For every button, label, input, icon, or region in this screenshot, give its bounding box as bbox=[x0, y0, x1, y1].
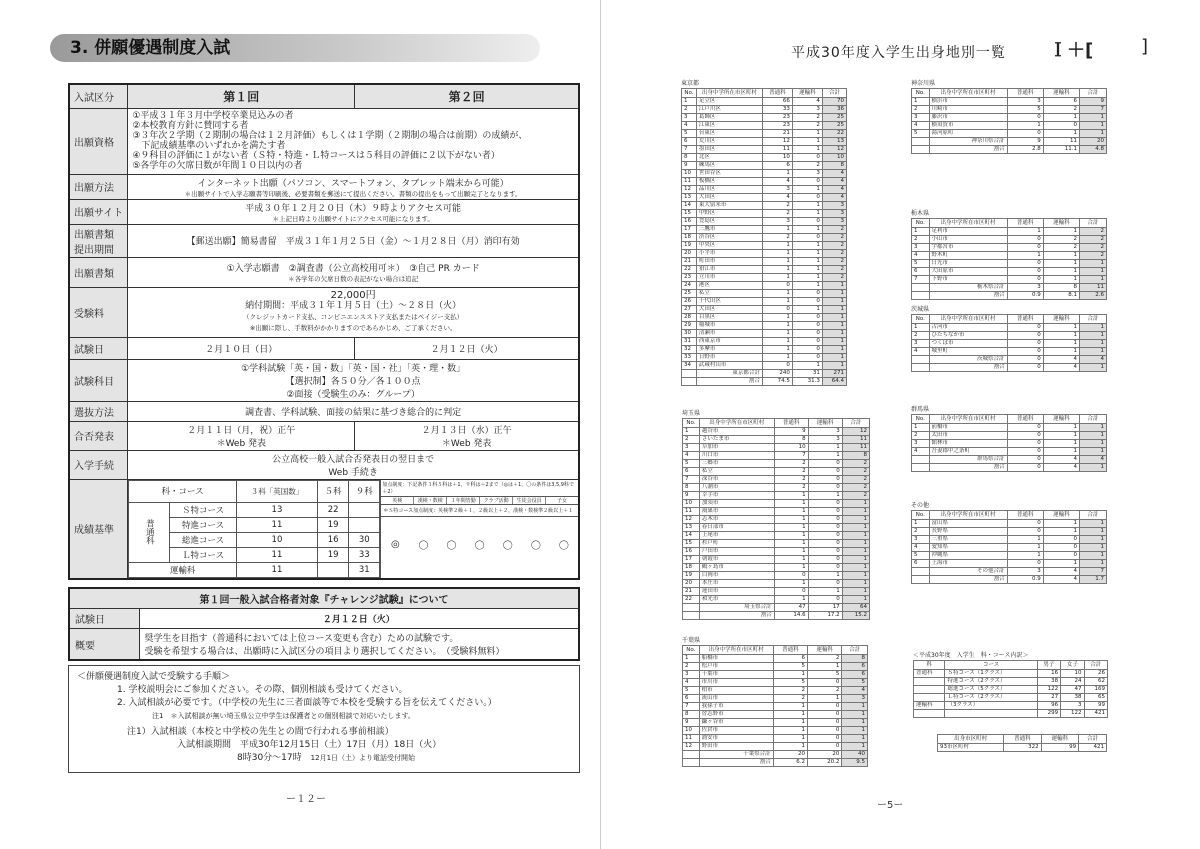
pref-name: 神奈川県 bbox=[911, 80, 936, 87]
site-text: 平成３０年１２月２０日（木）９時よりアクセス可能 ＊上記日時より出願サイトにアクセス可能になります。 bbox=[128, 199, 579, 224]
col-header: 普通科 bbox=[1007, 415, 1043, 424]
table-total: 東京都合計 240 31 271 bbox=[682, 370, 847, 378]
table-row: 6 私立 2 0 2 bbox=[683, 468, 870, 476]
result-r2: ２月１３日（水）正午 ＊Web 発表 bbox=[355, 421, 579, 450]
col-header: 合計 bbox=[822, 89, 846, 98]
table-row: 19 白岡市 0 1 1 bbox=[683, 572, 870, 580]
table-row: 5 湯河原町 0 1 1 bbox=[912, 130, 1107, 138]
col-header: No. bbox=[683, 419, 700, 428]
col-header: 普通科 bbox=[762, 89, 792, 98]
table-row: 2 ひたちなか市 0 1 1 bbox=[912, 332, 1107, 340]
right-page-number: ー5ー bbox=[877, 800, 904, 811]
table-row: 7 下野市 0 1 1 bbox=[912, 276, 1107, 284]
col-header: 合計 bbox=[1080, 89, 1107, 98]
documents-text: ①入学志願書 ②調査書（公立高校用可＊） ③自己 PR カード ＊各学年の欠席日数の表記がない場合は追記 bbox=[128, 257, 579, 287]
pref-name: 千葉県 bbox=[682, 637, 701, 644]
challenge-summary: 奨学生を目指す（普通科においては上位コース変更も含む）ための試験です。 受験を希望する場合は、出願時に入試区分の項目より選択してください。 （受験料無料） bbox=[139, 629, 579, 661]
table-row: 2 太田市 0 1 1 bbox=[912, 432, 1107, 440]
table-total: 埼玉県合計 47 17 64 bbox=[683, 604, 870, 612]
table-row: 26 千代田区 1 0 1 bbox=[682, 298, 847, 306]
col-header: 普通科 bbox=[773, 646, 807, 655]
pref-name: 栃木県 bbox=[911, 210, 930, 217]
table-total: 神奈川県合計 9 11 20 bbox=[912, 138, 1107, 146]
subjects-label: 試験科目 bbox=[69, 359, 128, 401]
table-row: 8 習志野市 1 0 1 bbox=[683, 711, 868, 719]
table-row: 17 三鷹市 1 1 2 bbox=[682, 226, 847, 234]
table-row: 3 三重県 1 0 1 bbox=[912, 536, 1107, 544]
challenge-day-label: 試験日 bbox=[69, 609, 139, 629]
col-header: 運輸科 bbox=[1043, 219, 1079, 228]
table-row: 4 川口市 7 1 8 bbox=[683, 452, 870, 460]
selection-label: 選抜方法 bbox=[69, 401, 128, 421]
pref-block-tochigi bbox=[911, 208, 1107, 300]
enrollment-label: 入学手続 bbox=[69, 450, 128, 479]
table-row: 3 千葉市 1 5 6 bbox=[683, 671, 868, 679]
table-row: 3 館林市 0 1 1 bbox=[912, 440, 1107, 448]
table-row: 5 沖縄県 1 0 1 bbox=[912, 552, 1107, 560]
submission-period-label: 出願書類提出期間 bbox=[69, 224, 128, 257]
col-header: No. bbox=[912, 315, 930, 324]
table-row: 24 港区 0 1 1 bbox=[682, 282, 847, 290]
table-row: 12 野田市 1 0 1 bbox=[683, 743, 868, 751]
table-ratio: 割合 6.2 20.2 9.5 bbox=[683, 759, 868, 767]
col-header: No. bbox=[912, 511, 930, 520]
col-header: No. bbox=[912, 89, 930, 98]
table-row: 1 足立区 66 4 70 bbox=[682, 98, 847, 106]
table-row: 9 幸手市 1 1 2 bbox=[683, 492, 870, 500]
table-row: 15 杉戸町 1 0 1 bbox=[683, 540, 870, 548]
site-label: 出願サイト bbox=[69, 199, 128, 224]
table-row: 32 多摩市 1 0 1 bbox=[682, 346, 847, 354]
table-row: 11 鴻巣市 1 0 1 bbox=[683, 508, 870, 516]
table-row: 6 荒川区 12 1 13 bbox=[682, 138, 847, 146]
table-row: 2 さいたま市 8 3 11 bbox=[683, 436, 870, 444]
course-breakdown: ＜平成30年度 入学生 科・コース内訳＞ 科 コース 男子 女子 合計 普通科 Ｓ特コース（1クラス） 16 10 26 特進コース（2クラス） 38 24 62 総進コース（5クラス） 122 47 169 Ｌ特コース（2クラス） 27 38 65 運輸科 （3クラス） 96 3 99 299 122 421 bbox=[913, 650, 1108, 718]
table-row: 9 練馬区 6 2 8 bbox=[682, 162, 847, 170]
table-row: 10 世田谷区 1 3 4 bbox=[682, 170, 847, 178]
result-label: 合否発表 bbox=[69, 421, 128, 450]
table-row: 2 江戸川区 33 3 36 bbox=[682, 106, 847, 114]
table-ratio: 割合 2.8 11.1 4.8 bbox=[912, 146, 1107, 154]
table-row: 1 足利市 1 1 2 bbox=[912, 228, 1107, 236]
table-row: 6 上海市 0 1 1 bbox=[912, 560, 1107, 568]
table-row: 1 横浜市 3 6 9 bbox=[912, 98, 1107, 106]
table-row: 21 蓮田市 0 1 1 bbox=[683, 588, 870, 596]
challenge-day: ２月１２日（火） bbox=[139, 609, 579, 629]
table-row: 21 町田市 1 1 2 bbox=[682, 258, 847, 266]
fee-text: 22,000円 納付期間：平成３１年１月５日（土）〜２８日（火） （クレジットカード支払、コンビニエンスストア支払またはペイジー支払） ※出願に際し、手数料がかかりますのであらかじめ、ご了承ください。 bbox=[128, 287, 579, 337]
col-header: 出身中学所在市区町村 bbox=[699, 646, 773, 655]
right-page bbox=[600, 0, 1200, 849]
list-title: 平成30年度入学生出身地別一覧 bbox=[791, 45, 1006, 61]
table-row: 18 鶴ヶ島市 1 0 1 bbox=[683, 564, 870, 572]
round-label: 入試区分 bbox=[69, 84, 128, 108]
pref-block-ibaraki bbox=[911, 304, 1107, 372]
table-row: 20 小平市 1 1 2 bbox=[682, 250, 847, 258]
table-row: 13 春日部市 1 0 1 bbox=[683, 524, 870, 532]
col-header: 普通科 bbox=[1007, 315, 1043, 324]
col-header: 出身中学所在市区町村 bbox=[929, 415, 1007, 424]
table-row: 23 立川市 1 1 2 bbox=[682, 274, 847, 282]
col-header: 普通科 bbox=[1007, 511, 1043, 520]
table-row: 1 前橋市 0 1 1 bbox=[912, 424, 1107, 432]
table-row: 4 愛知県 1 0 1 bbox=[912, 544, 1107, 552]
table-row: 27 大田区 0 1 1 bbox=[682, 306, 847, 314]
table-row: 4 市川市 5 0 5 bbox=[683, 679, 868, 687]
table-total: 茨城県合計 0 4 4 bbox=[912, 356, 1107, 364]
pref-block-tokyo bbox=[681, 78, 847, 386]
col-header: 合計 bbox=[1080, 315, 1107, 324]
table-row: 12 品川区 3 1 4 bbox=[682, 186, 847, 194]
col-header: 出身中学所在市区町村 bbox=[929, 219, 1007, 228]
table-row: 29 稲城市 1 0 1 bbox=[682, 322, 847, 330]
bonus-panel: 加点制度：下記条件３科５科は＋1，９科は＋2まで（◎は＋1，〇の条件は3,5,9科で＋2） 英検 漢検・数検 １年間皆勤 クラブ活動 生徒会役員 子女 ＊Ｓ特コース加点制度：英検準２級＋１，２級以上＋２，漢検・数検準２級以上＋１ ◎ 〇 〇 〇 〇 〇 〇 bbox=[380, 480, 578, 578]
table-row: 6 大田原市 0 1 1 bbox=[912, 268, 1107, 276]
pref-block-saitama bbox=[682, 408, 870, 620]
table-row: 4 江東区 23 2 25 bbox=[682, 122, 847, 130]
table-row: 22 狛江市 1 1 2 bbox=[682, 266, 847, 274]
col-header: 合計 bbox=[1080, 415, 1107, 424]
table-row: 10 加須市 1 0 1 bbox=[683, 500, 870, 508]
table-row: 7 我孫子市 1 0 1 bbox=[683, 703, 868, 711]
table-row: 28 目黒区 1 0 1 bbox=[682, 314, 847, 322]
table-row: 17 朝霞市 1 0 1 bbox=[683, 556, 870, 564]
table-row: 1 越谷市 9 3 12 bbox=[683, 428, 870, 436]
exam-day-label: 試験日 bbox=[69, 337, 128, 359]
municipality-summary: 出身市区町村 普通科 運輸科 合計 93市区町村 322 99 421 bbox=[937, 734, 1107, 752]
pref-name: 東京都 bbox=[681, 80, 700, 87]
col-header: No. bbox=[912, 219, 930, 228]
table-row: 5 日光市 0 1 1 bbox=[912, 260, 1107, 268]
method-label: 出願方法 bbox=[69, 174, 128, 199]
col-header: 普通科 bbox=[774, 419, 808, 428]
table-row: 6 流山市 2 1 3 bbox=[683, 695, 868, 703]
table-row: 33 日野市 1 0 1 bbox=[682, 354, 847, 362]
pref-name: 茨城県 bbox=[911, 306, 930, 313]
table-ratio: 割合 14.6 17.2 15.2 bbox=[683, 612, 870, 620]
table-row: 7 墨田区 11 1 12 bbox=[682, 146, 847, 154]
table-row: 2 川崎市 5 2 7 bbox=[912, 106, 1107, 114]
col-header: 普通科 bbox=[1007, 219, 1043, 228]
table-row: 7 深谷市 2 0 2 bbox=[683, 476, 870, 484]
grade-label: 成績基準 bbox=[69, 479, 128, 579]
section-heading: 3. 併願優遇制度入試 bbox=[50, 34, 540, 62]
table-row: 19 中央区 1 1 2 bbox=[682, 242, 847, 250]
result-r1: ２月１１日（月，祝）正午 ＊Web 発表 bbox=[128, 421, 355, 450]
documents-label: 出願書類 bbox=[69, 257, 128, 287]
table-row: 13 大田区 4 0 4 bbox=[682, 194, 847, 202]
table-row: 14 東大留米市 2 1 3 bbox=[682, 202, 847, 210]
table-ratio: 割合 0.9 8.1 2.6 bbox=[912, 292, 1107, 300]
table-row: 2 松戸市 5 1 6 bbox=[683, 663, 868, 671]
table-row: 18 渋谷区 2 0 2 bbox=[682, 234, 847, 242]
pref-name: 埼玉県 bbox=[682, 410, 701, 417]
col-header: No. bbox=[682, 89, 697, 98]
challenge-table bbox=[68, 587, 580, 661]
table-row: 1 古河市 0 1 1 bbox=[912, 324, 1107, 332]
table-row: 16 戸田市 1 0 1 bbox=[683, 548, 870, 556]
table-row: 3 草加市 10 1 11 bbox=[683, 444, 870, 452]
subjects-text: ①学科試験「英・国・数」「英・国・社」「英・理・数」 【選択制】各５０分／各１００点 ②面接（受験生のみ：グループ） bbox=[128, 359, 579, 401]
col-header: 運輸科 bbox=[1043, 511, 1079, 520]
selection-text: 調査書、学科試験、面接の結果に基づき総合的に判定 bbox=[128, 401, 579, 421]
table-row: 8 八潮市 2 0 2 bbox=[683, 484, 870, 492]
table-row: 8 北区 10 0 10 bbox=[682, 154, 847, 162]
table-ratio: 割合 74.5 31.3 64.4 bbox=[682, 378, 847, 386]
table-row: 1 船橋市 6 2 8 bbox=[683, 655, 868, 663]
pref-name: 群馬県 bbox=[911, 406, 930, 413]
table-total: 群馬県合計 0 4 4 bbox=[912, 456, 1107, 464]
col-header: 出身中学所在市区町村 bbox=[699, 419, 774, 428]
round1-header: 第１回 bbox=[128, 84, 355, 108]
table-row: 5 三郷市 2 0 2 bbox=[683, 460, 870, 468]
title-mark-end: ] bbox=[1141, 36, 1149, 57]
table-row: 3 宇都宮市 0 2 2 bbox=[912, 244, 1107, 252]
table-row: 4 野木町 1 1 2 bbox=[912, 252, 1107, 260]
col-header: No. bbox=[683, 646, 700, 655]
round2-header: 第２回 bbox=[355, 84, 579, 108]
table-row: 14 上尾市 1 0 1 bbox=[683, 532, 870, 540]
table-row: 30 清瀬市 1 0 1 bbox=[682, 330, 847, 338]
submission-period-text: 【郵送出願】簡易書留 平成３１年１月２５日（金）〜１月２８日（月）消印有効 bbox=[128, 224, 579, 257]
pref-block-chiba bbox=[682, 635, 868, 767]
table-row: 20 本庄市 1 0 1 bbox=[683, 580, 870, 588]
table-total: 千葉県合計 20 20 40 bbox=[683, 751, 868, 759]
col-header: 出身中学所在市区町村 bbox=[929, 315, 1007, 324]
table-ratio: 割合 0 4 1 bbox=[912, 364, 1107, 372]
table-row: 5 台東区 21 1 22 bbox=[682, 130, 847, 138]
col-header: 合計 bbox=[1080, 219, 1107, 228]
table-row: 12 志木市 1 0 1 bbox=[683, 516, 870, 524]
table-row: 11 浦安市 1 0 1 bbox=[683, 735, 868, 743]
table-row: 9 鎌ヶ谷市 1 0 1 bbox=[683, 719, 868, 727]
pref-block-kanagawa bbox=[911, 78, 1107, 154]
table-row: 15 中野区 2 1 3 bbox=[682, 210, 847, 218]
col-header: 合計 bbox=[842, 646, 868, 655]
table-total: その他合計 3 4 7 bbox=[912, 568, 1107, 576]
table-row: 16 豊島区 3 0 3 bbox=[682, 218, 847, 226]
col-header: 出身中学所在市区町村 bbox=[929, 511, 1007, 520]
fee-label: 受験料 bbox=[69, 287, 128, 337]
col-header: 普通科 bbox=[1007, 89, 1043, 98]
table-row: 2 長野県 0 1 1 bbox=[912, 528, 1107, 536]
grade-table: 科・コース ３科「英国数」 ５科 ９科 普通科 Ｓ特コース 13 22 特進コース 11 19 総進コース 10 16 30 Ｌ特コース 11 19 33 運輸科 11 31 bbox=[128, 480, 380, 578]
table-row: 1 富山県 0 1 1 bbox=[912, 520, 1107, 528]
pref-block-other bbox=[911, 500, 1107, 584]
table-row: 4 吾妻郡中之条町 0 1 1 bbox=[912, 448, 1107, 456]
col-header: 運輸科 bbox=[808, 646, 842, 655]
pref-name: その他 bbox=[911, 502, 930, 509]
col-header: 出身中学所在市区町村 bbox=[929, 89, 1007, 98]
challenge-summary-label: 概要 bbox=[69, 629, 139, 661]
left-page-number: ー１２ー bbox=[286, 794, 326, 805]
table-row: 5 柏市 2 2 4 bbox=[683, 687, 868, 695]
table-ratio: 割合 0 4 1 bbox=[912, 464, 1107, 472]
table-row: 3 藤沢市 0 1 1 bbox=[912, 114, 1107, 122]
enrollment-text: 公立高校一般入試合否発表日の翌日まで Web 手続き bbox=[128, 450, 579, 479]
table-ratio: 割合 0.9 4 1.7 bbox=[912, 576, 1107, 584]
title-mark: Ｉ＋[ bbox=[1049, 40, 1094, 61]
table-row: 31 西東京市 1 0 1 bbox=[682, 338, 847, 346]
table-row: 2 小山市 0 2 2 bbox=[912, 236, 1107, 244]
eligibility-text: ①平成３１年３月中学校卒業見込みの者 ②本校教育方針に賛同する者 ③３年次２学期（２期制の場合は１２月評価）もしくは１学期（２期制の場合は前期）の成績が、 下記成績基準のいずれかを満たす者 ④９科目の評価に１がない者（Ｓ特・特進・Ｌ特コースは５科目の評価に２以下がない者） ⑤各学年の欠席日数が年間１０日以内の者 bbox=[128, 108, 579, 174]
table-total: 栃木県合計 3 8 11 bbox=[912, 284, 1107, 292]
table-row: 10 佐倉市 1 0 1 bbox=[683, 727, 868, 735]
procedure-box: ＜併願優遇制度入試で受験する手順＞ 1. 学校説明会にご参加ください。その際、個別相談も受けてください。 2. 入試相談が必要です。（中学校の先生に三者面談等で本校を受験する旨を伝えてください。） 注1 ＊入試相談が無い埼玉県公立中学生は保護者との個別相談で対応いたします。 注1）入試相談（本校と中学校の先生との間で行われる事前相談） 入試相談期間 平成30年12月15日（土）17日（月）18日（火） 8時30分〜17時 12月1日（土）より電話受付開始 bbox=[68, 665, 580, 773]
exam-day-r1: ２月１０日（日） bbox=[128, 337, 355, 359]
col-header: 運輸科 bbox=[792, 89, 822, 98]
col-header: 運輸科 bbox=[1043, 415, 1079, 424]
col-header: 運輸科 bbox=[1043, 89, 1079, 98]
col-header: 運輸科 bbox=[808, 419, 842, 428]
table-row: 4 横須賀市 1 0 1 bbox=[912, 122, 1107, 130]
method-text: インターネット出願（パソコン、スマートフォン、タブレット端末から可能） ＊出願サイトで入学志願書等印刷後、必要書類を郵送にて提出ください。書類の提出をもって出願完了となります。 bbox=[128, 174, 579, 199]
table-row: 3 葛飾区 23 2 25 bbox=[682, 114, 847, 122]
admission-table bbox=[68, 83, 580, 580]
eligibility-label: 出願資格 bbox=[69, 108, 128, 174]
col-header: 出身中学所在市区町村 bbox=[696, 89, 762, 98]
exam-day-r2: ２月１２日（火） bbox=[355, 337, 579, 359]
grade-cell bbox=[128, 479, 579, 579]
table-row: 25 私立 1 0 1 bbox=[682, 290, 847, 298]
col-header: No. bbox=[912, 415, 930, 424]
pref-block-gunma bbox=[911, 404, 1107, 472]
table-row: 22 和光市 1 0 1 bbox=[683, 596, 870, 604]
col-header: 合計 bbox=[842, 419, 869, 428]
table-row: 34 武蔵村山市 0 1 1 bbox=[682, 362, 847, 370]
col-header: 合計 bbox=[1080, 511, 1107, 520]
table-row: 11 板橋区 4 0 4 bbox=[682, 178, 847, 186]
table-row: 3 つくば市 0 1 1 bbox=[912, 340, 1107, 348]
challenge-title: 第１回一般入試合格者対象『チャレンジ試験』について bbox=[69, 588, 579, 609]
col-header: 運輸科 bbox=[1043, 315, 1079, 324]
table-row: 4 城里町 0 1 1 bbox=[912, 348, 1107, 356]
